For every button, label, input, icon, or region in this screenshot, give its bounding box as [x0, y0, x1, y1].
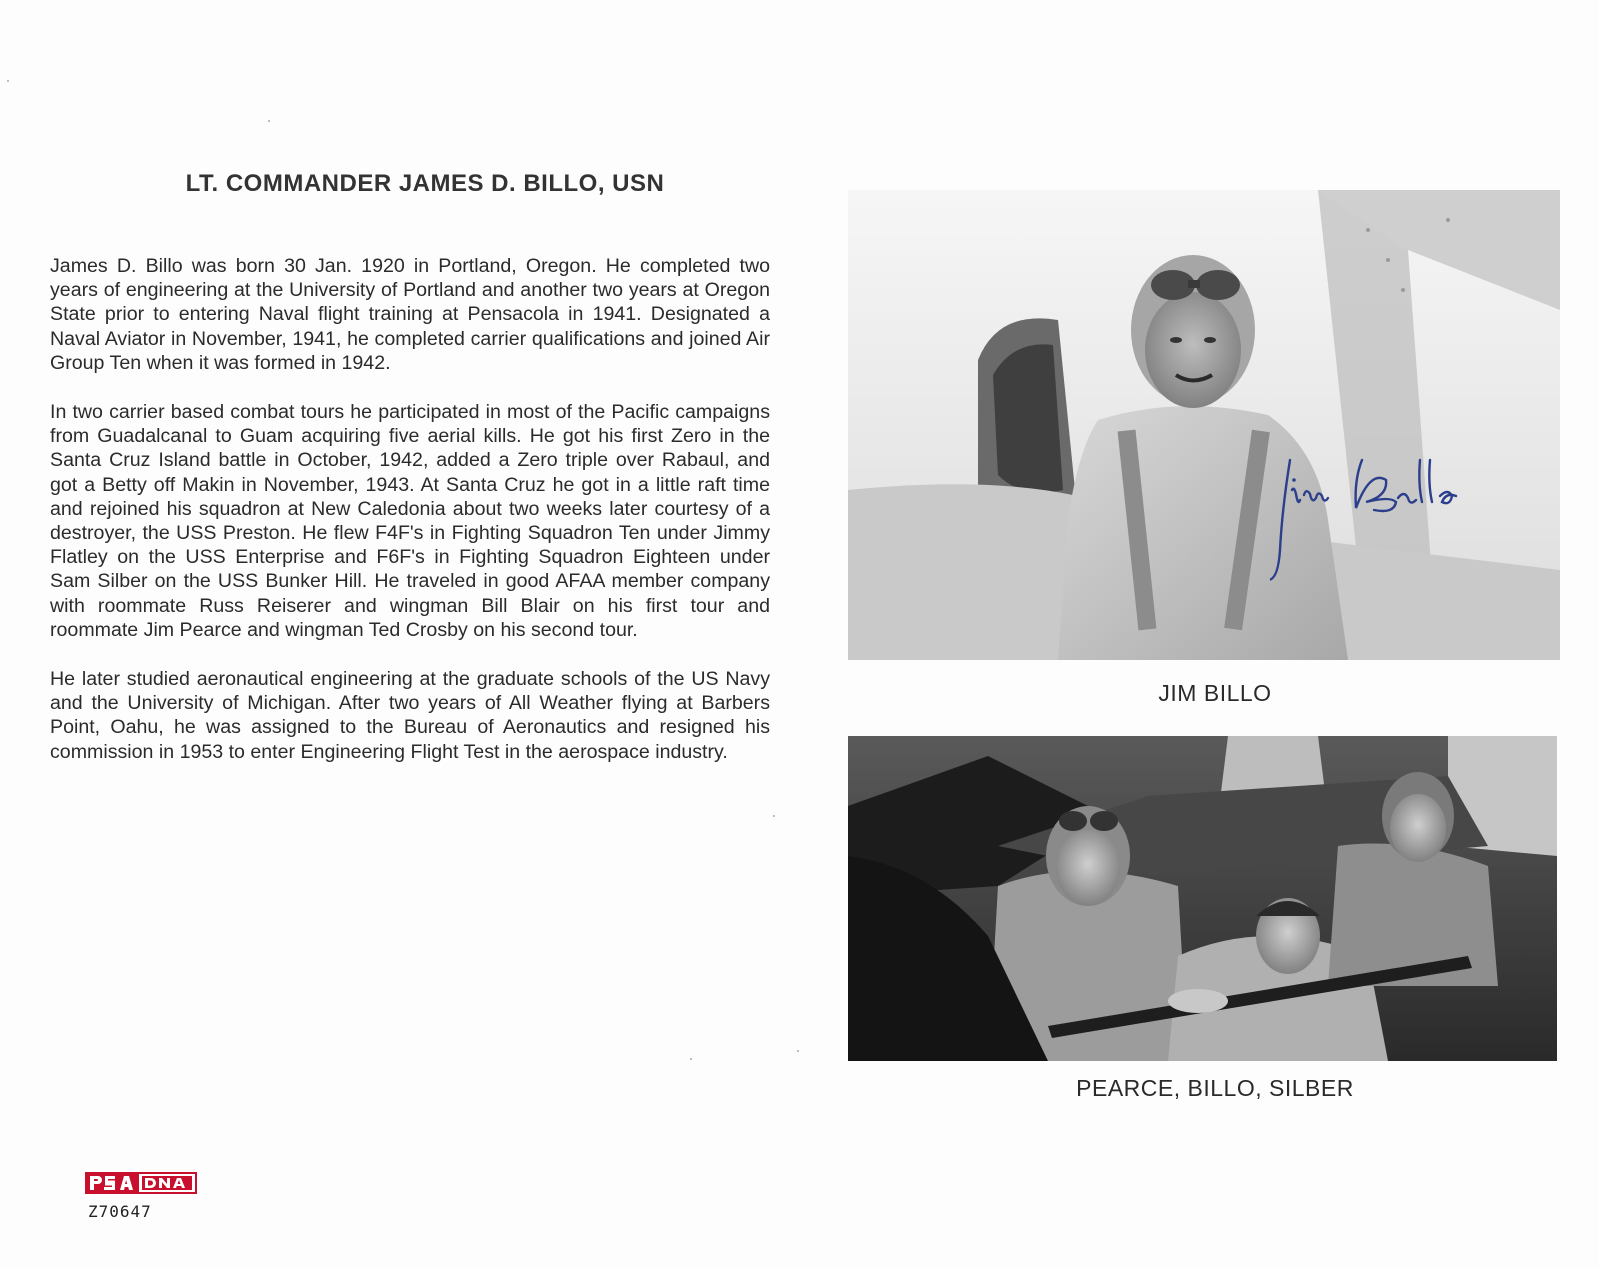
- scan-speck: [7, 80, 9, 82]
- portrait-caption: JIM BILLO: [1158, 680, 1272, 706]
- psa-dna-logo: [85, 1172, 197, 1194]
- certificate-number: Z70647: [88, 1202, 152, 1221]
- biography-paragraph: James D. Billo was born 30 Jan. 1920 in Portland, Oregon. He completed two years of engineering at the University of Portland and another two years at Oregon State prior to entering Naval flight training at Pensacola in 1941. Designated a Naval Aviator in November, 1941, he completed carrier qualifications and joined Air Group Ten when it was formed in 1942.: [50, 255, 770, 374]
- scan-speck: [773, 815, 775, 817]
- group-photo-caption: PEARCE, BILLO, SILBER: [1076, 1075, 1354, 1101]
- group-photo: [848, 736, 1557, 1061]
- scan-speck: [797, 1050, 799, 1052]
- group-photo-icon: [848, 736, 1557, 1061]
- scan-speck: [690, 1058, 692, 1060]
- page-title: LT. COMMANDER JAMES D. BILLO, USN: [185, 170, 665, 197]
- biography-column: [50, 170, 770, 789]
- biography-paragraph: In two carrier based combat tours he participated in most of the Pacific campaigns from Guadalcanal to Guam acquiring five aerial kills. He got his first Zero in the Santa Cruz Island battle in October, 1942, added a Zero triple over Rabaul, and got a Betty off Makin in November, 1943. At Santa Cruz he got in a little raft time and rejoined his squadron at New Caledonia about two weeks later courtesy of a destroyer, the USS Preston. He flew F4F's in Fighting Squadron Ten under Jimmy Flatley on the USS Enterprise and F6F's in Fighting Squadron Eighteen under Sam Silber on the USS Bunker Hill. He traveled in good AFAA member company with roommate Russ Reiserer and wingman Bill Blair on his first tour and roommate Jim Pearce and wingman Ted Crosby on his second tour.: [50, 401, 770, 641]
- biography-paragraph: He later studied aeronautical engineering at the graduate schools of the US Navy and the University of Michigan. After two years of All Weather flying at Barbers Point, Oahu, he was assigned to the Bureau of Aeronautics and resigned his commission in 1953 to enter Engineering Flight Test in the aerospace industry.: [50, 668, 770, 763]
- scan-speck: [268, 120, 270, 122]
- autograph-signature: [1270, 440, 1500, 590]
